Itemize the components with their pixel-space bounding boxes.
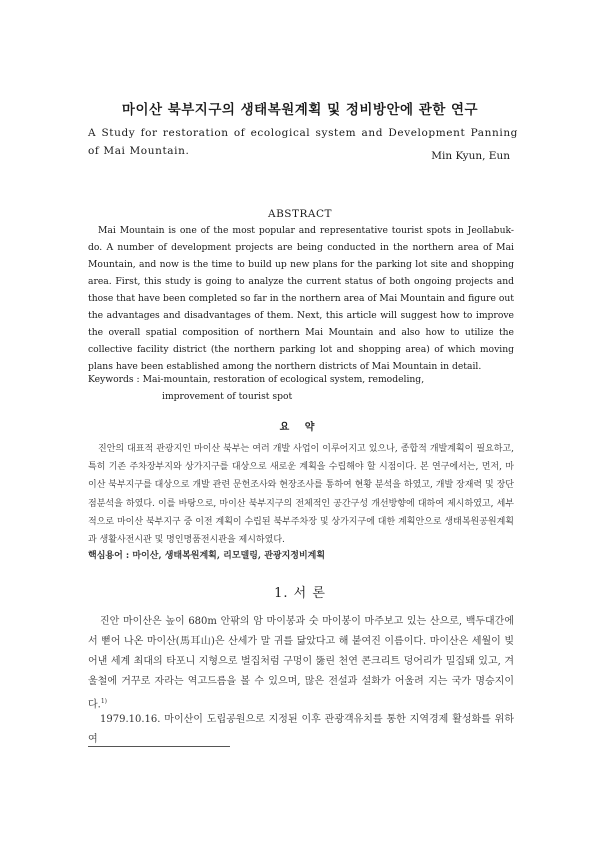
keywords-block (88, 371, 514, 405)
summary-heading: 요 약 (279, 422, 321, 433)
author-name: Min Kyun, Eun (431, 150, 510, 162)
section-heading: 1. 서 론 (274, 586, 326, 601)
footnote-mark: 1) (100, 698, 108, 705)
intro-paragraph-1-text: 진안 마이산은 높이 680m 안팎의 암 마이봉과 숫 마이봉이 마주보고 있는 산으로, 백두대간에서 뻗어 나온 마이산(馬耳山)은 산세가 말 귀를 닮았다고 해 붙여진 이름이다. 마이산은 세월이 빚어낸 세계 최대의 타포니 지형으로 벌집처럼 구멍이 뚫린 천연 콘크리트 덩어리가 밀집돼 있고, 겨울철에 거꾸로 자라는 역고드름을 볼 수 있으며, 많은 전설과 설화가 어울려 지는 국가 명승지이다. (88, 616, 514, 711)
abstract-text: Mai Mountain is one of the most popular and representative tourist spots in Jeollabuk-do. A number of development projects are being conducted in the northern area of Mai Mountain, and now is the time to build up new plans for the parking lot site and shopping area. First, this study is going to analyze the current status of both ongoing projects and those that have been completed so far in the northern area of Mai Mountain and figure out the advantages and disadvantages of them. Next, this article will suggest how to improve the overall spatial composition of northern Mai Mountain and also how to utilize the collective facility district (the northern parking lot and shopping area) of which moving plans have been established among the northern districts of Mai Mountain in detail. (88, 225, 514, 372)
keywords-line-2: improvement of tourist spot (162, 391, 293, 402)
english-title: A Study for restoration of ecological system and Development Panning of Mai Mountain. (88, 127, 518, 157)
korean-title: 마이산 북부지구의 생태복원계획 및 정비방안에 관한 연구 (121, 102, 479, 118)
footnote-divider (88, 746, 230, 747)
abstract-heading: ABSTRACT (267, 208, 333, 220)
intro-paragraph-2: 1979.10.16. 마이산이 도립공원으로 지정된 이후 관광객유치를 통한 지역경제 활성화를 위하여 (88, 714, 514, 745)
keywords-line-1 (88, 371, 514, 388)
keywords-list-1: Mai-mountain, restoration of ecological system, remodeling, (142, 374, 425, 385)
keywords-label: Keywords : (88, 374, 143, 385)
summary-text: 진안의 대표적 관광지인 마이산 북부는 여러 개발 사업이 이루어지고 있으나, 종합적 개발계획이 필요하고, 특히 기존 주차장부지와 상가지구를 대상으로 새로운 계획을 수립해야 할 시점이다. 본 연구에서는, 먼저, 마이산 북부지구를 대상으로 개발 관련 문헌조사와 현장조사를 통하여 현황 분석을 하였고, 개발 장재력 및 장단점분석을 하였다. 이를 바탕으로, 마이산 북부지구의 전체적인 공간구성 개선방향에 대하여 제시하였고, 세부적으로 마이산 북부지구 중 이전 계획이 수립된 북부주차장 및 상가지구에 대한 계획안으로 생태복원공원계획과 생활사전시관 및 명인명품전시관을 제시하였다. (88, 444, 514, 546)
korean-keywords: 핵심용어 : 마이산, 생태복원계획, 리모델링, 관광지정비계획 (88, 551, 326, 561)
intro-paragraph-1 (88, 612, 514, 715)
